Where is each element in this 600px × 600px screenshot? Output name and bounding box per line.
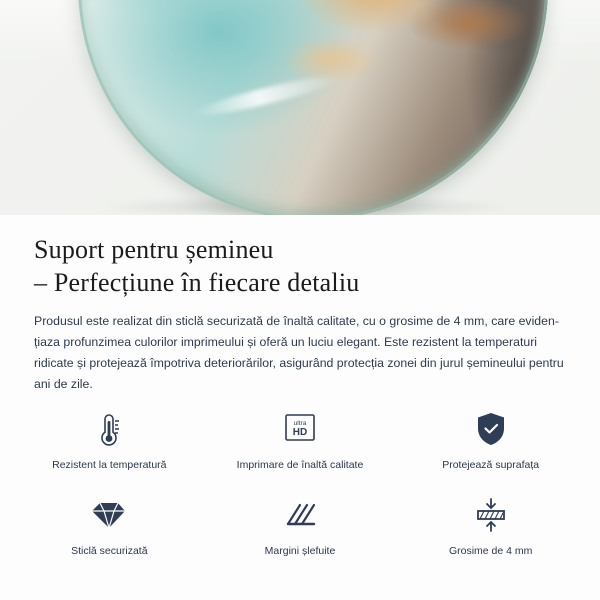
- svg-text:ultra: ultra: [293, 420, 307, 427]
- content-block: [0, 215, 600, 395]
- hero-image: [0, 0, 600, 215]
- page-title-line-2: – Perfecțiune în fiecare detaliu: [34, 268, 360, 297]
- feature-item-thickness: [395, 486, 586, 562]
- page-title: [0, 215, 600, 299]
- shield-check-icon: [468, 406, 514, 452]
- thermometer-icon: [86, 406, 132, 452]
- feature-label: Rezistent la temperatură: [52, 459, 167, 471]
- feature-label: Sticlă securizată: [71, 545, 148, 557]
- round-glass-board: [78, 0, 548, 215]
- thickness-4mm-icon: [468, 492, 514, 538]
- feature-label: Margini șlefuite: [264, 545, 336, 557]
- feature-item-surface-protection: [395, 400, 586, 476]
- polished-edges-icon: [277, 492, 323, 538]
- feature-grid: [0, 400, 600, 562]
- feature-label: Imprimare de înaltă calitate: [236, 459, 364, 471]
- feature-label: Protejează suprafața: [442, 459, 540, 471]
- feature-item-temperature: [14, 400, 205, 476]
- feature-item-tempered-glass: [14, 486, 205, 562]
- svg-text:HD: HD: [292, 427, 308, 438]
- page-title-line-1: Suport pentru șemineu: [34, 235, 274, 264]
- feature-item-print-quality: [205, 400, 396, 476]
- feature-label: Grosime de 4 mm: [448, 545, 533, 557]
- feature-item-polished-edges: [205, 486, 396, 562]
- body-paragraph: Produsul este realizat din sticlă securizată de înaltă calitate, cu o grosime de 4 mm, care eviden-țiaza profunzimea culorilor imprimeului și oferă un luciu elegant. Este rezistent la temperaturi ridicate și protejează împotriva deteriorărilor, asigurând protecția zonei din jurul șemineului pentru ani de zile.: [34, 314, 564, 391]
- ultra-hd-icon: [277, 406, 323, 452]
- diamond-icon: [86, 492, 132, 538]
